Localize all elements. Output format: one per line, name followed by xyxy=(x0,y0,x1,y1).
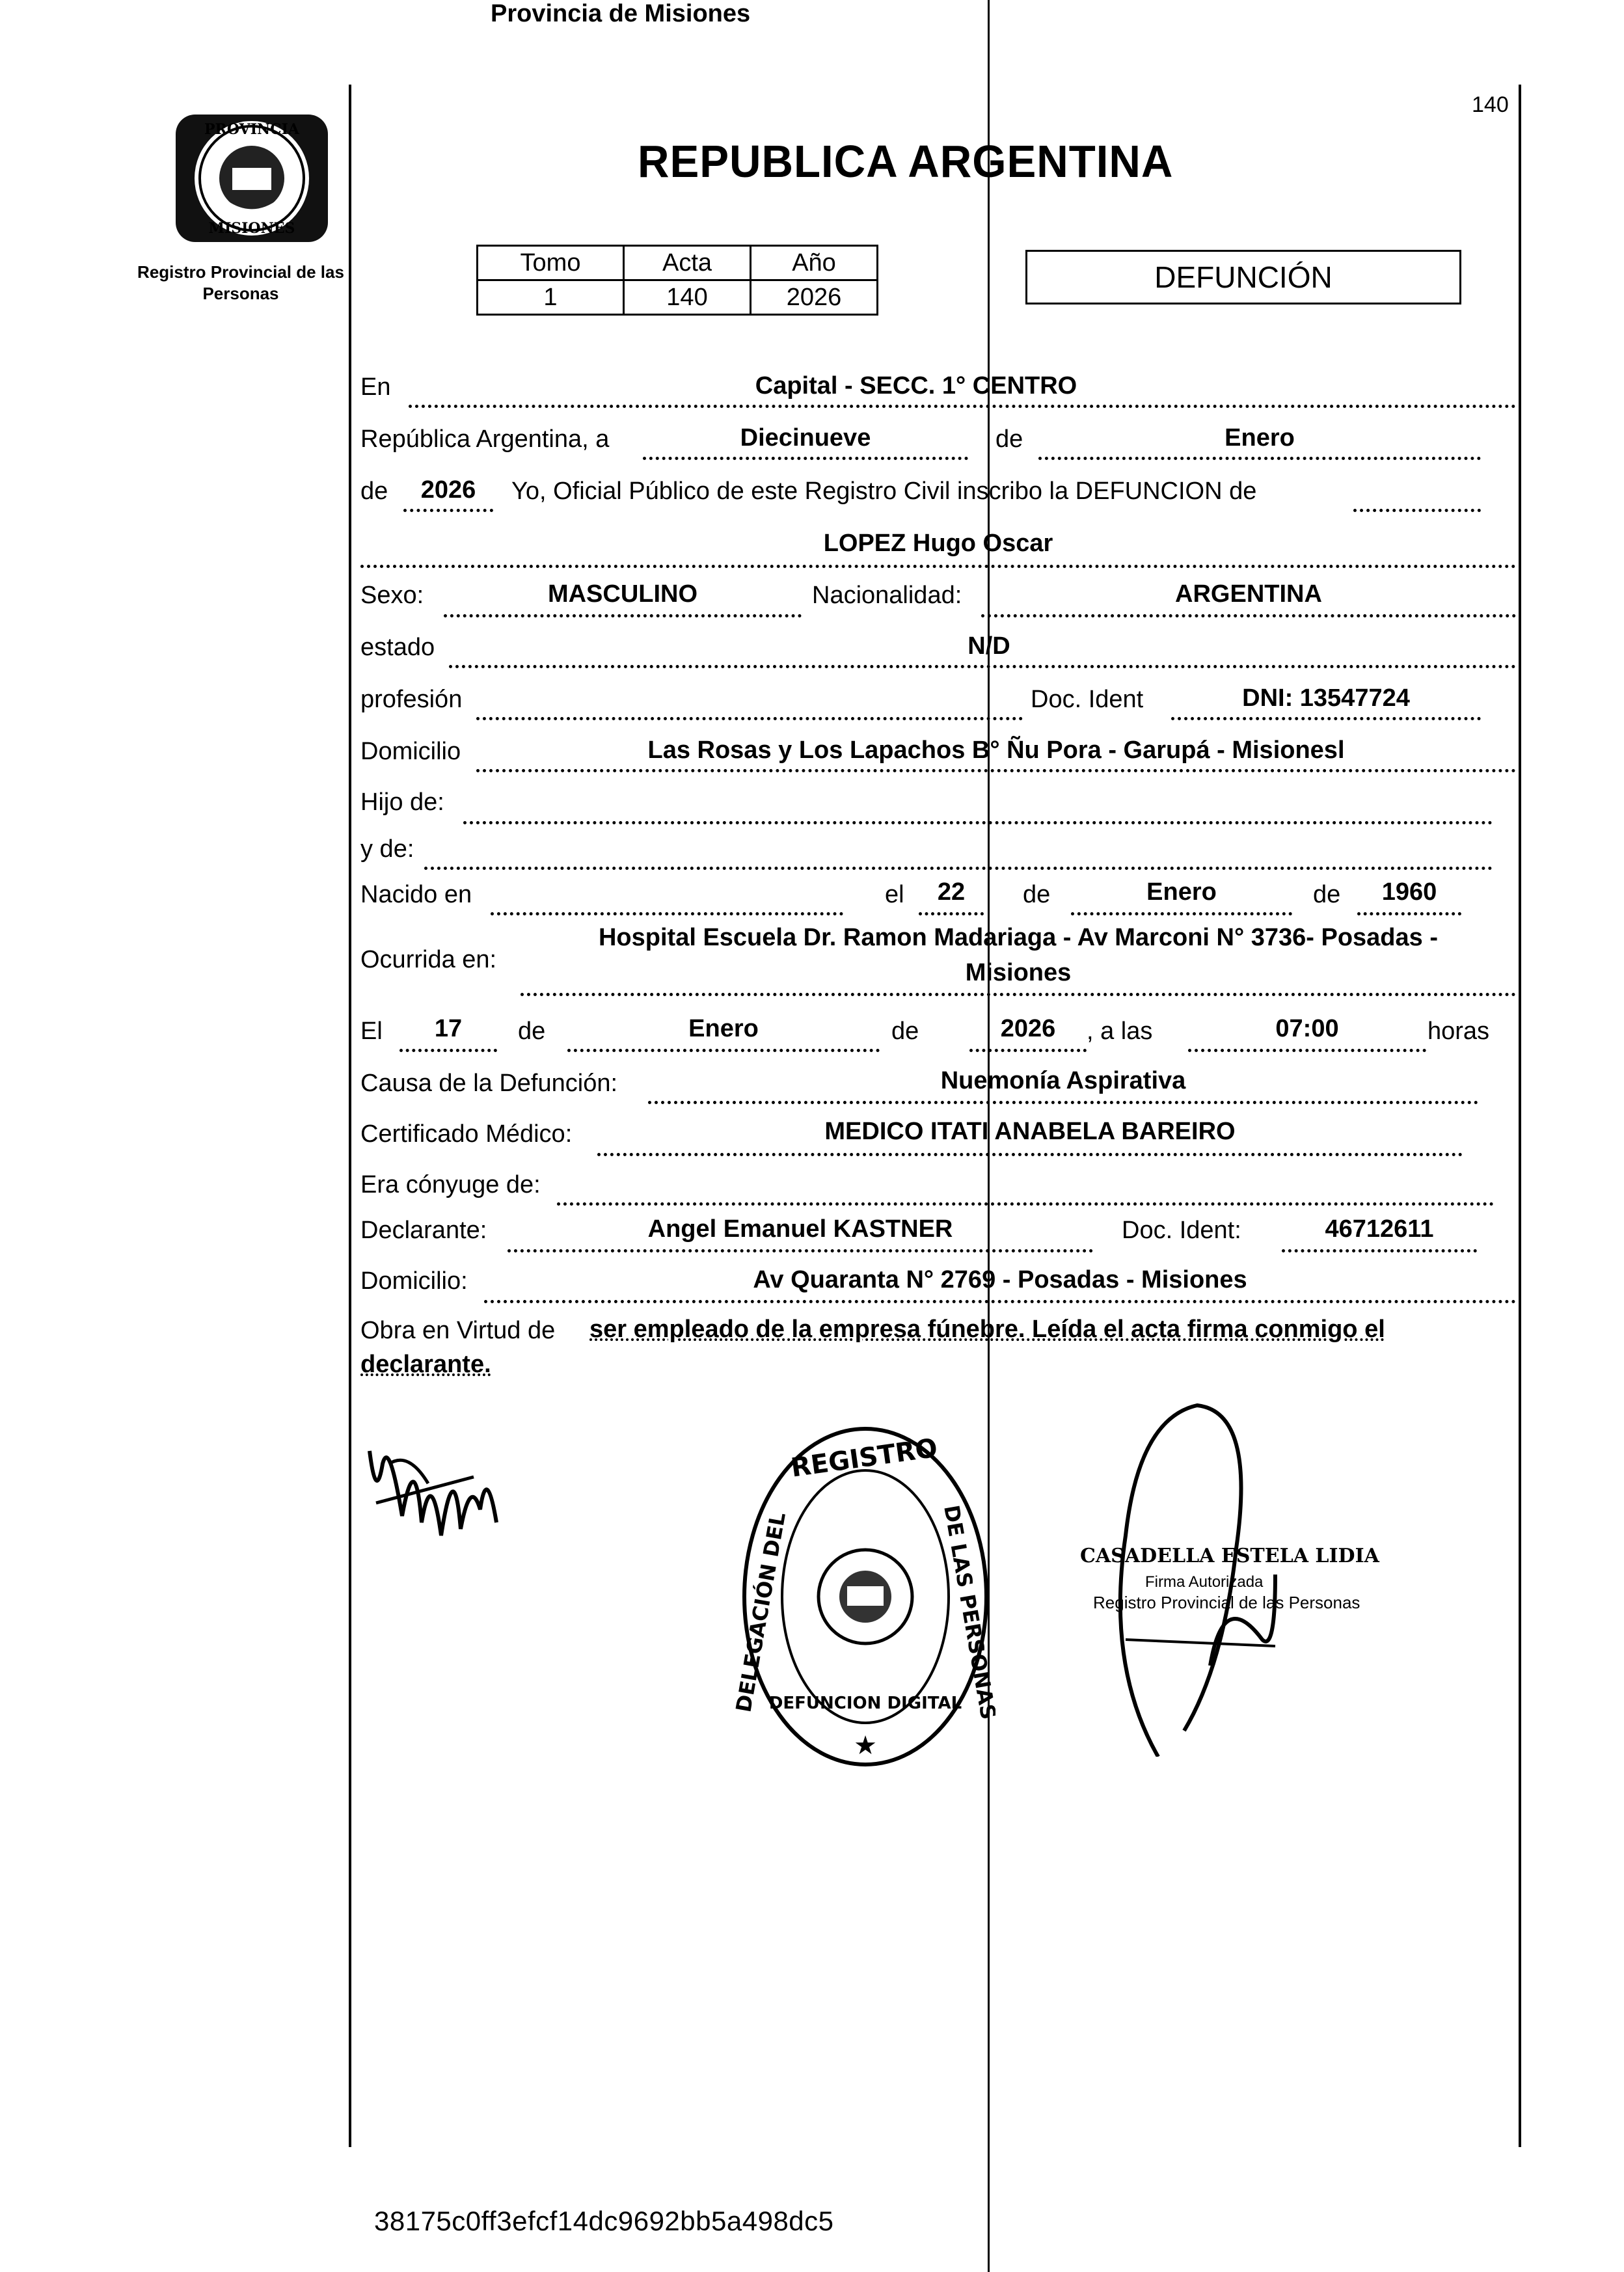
label-de5: de xyxy=(891,1018,919,1045)
dotted-line xyxy=(643,457,968,460)
stamp-text-right: DE LAS PERSONAS xyxy=(939,1503,995,1722)
value-nombre: LOPEZ Hugo Oscar xyxy=(823,530,1053,557)
label-de3: de xyxy=(1313,881,1341,908)
dotted-line xyxy=(399,1049,497,1052)
label-nacionalidad: Nacionalidad: xyxy=(812,582,962,609)
dotted-line xyxy=(449,665,1516,668)
label-ocurrida-en: Ocurrida en: xyxy=(360,946,497,973)
label-doc-ident2: Doc. Ident: xyxy=(1122,1217,1241,1244)
record-table xyxy=(476,245,878,316)
value-nacido-anio: 1960 xyxy=(1381,878,1437,906)
dotted-line xyxy=(1038,457,1481,460)
dotted-line xyxy=(919,912,984,915)
record-table-value-row xyxy=(478,280,878,315)
value-declarante: Angel Emanuel KASTNER xyxy=(647,1215,953,1243)
value-ocurrida-l2: Misiones xyxy=(965,959,1072,986)
tomo-value: 1 xyxy=(478,280,624,315)
dotted-line xyxy=(1171,717,1481,720)
declarant-signature xyxy=(357,1425,506,1555)
value-dia-letras: Diecinueve xyxy=(740,424,871,452)
label-declarante: Declarante: xyxy=(360,1217,487,1244)
label-hijo-de: Hijo de: xyxy=(360,789,444,816)
dotted-line xyxy=(557,1202,1494,1206)
dotted-line xyxy=(981,614,1516,617)
record-table-header-row xyxy=(478,246,878,280)
act-type-box: DEFUNCIÓN xyxy=(1025,250,1461,304)
value-def-anio: 2026 xyxy=(1000,1015,1056,1042)
tomo-header: Tomo xyxy=(478,246,624,280)
value-domicilio: Las Rosas y Los Lapachos B° Ñu Pora - Garupá - Misionesl xyxy=(647,737,1345,764)
label-de4: de xyxy=(518,1018,546,1045)
dotted-line xyxy=(648,1101,1478,1104)
dotted-line xyxy=(484,1300,1516,1303)
registry-stamp xyxy=(735,1418,995,1775)
label-horas: horas xyxy=(1428,1018,1490,1045)
value-nacido-mes: Enero xyxy=(1146,878,1217,906)
value-nacido-lugar: Provincia de Misiones xyxy=(491,0,751,27)
dotted-line xyxy=(597,1153,1463,1156)
dotted-line xyxy=(1282,1249,1477,1252)
dotted-line xyxy=(1353,509,1481,512)
label-obra: Obra en Virtud de xyxy=(360,1317,556,1344)
value-def-hora: 07:00 xyxy=(1275,1015,1339,1042)
label-domicilio: Domicilio xyxy=(360,738,461,765)
value-declarante-domicilio: Av Quaranta N° 2769 - Posadas - Misiones xyxy=(753,1266,1247,1293)
label-en: En xyxy=(360,373,391,401)
value-estado: N/D xyxy=(968,632,1010,660)
label-sexo: Sexo: xyxy=(360,582,424,609)
dotted-line xyxy=(521,993,1516,996)
document-hash: 38175c0ff3efcf14dc9692bb5a498dc5 xyxy=(374,2206,834,2236)
page-title: REPUBLICA ARGENTINA xyxy=(638,136,1174,187)
official-name: CASADELLA ESTELA LIDIA xyxy=(1080,1545,1379,1567)
anio-value: 2026 xyxy=(751,280,878,315)
value-nacido-dia: 22 xyxy=(937,878,966,906)
value-def-mes: Enero xyxy=(688,1015,759,1042)
label-intro: Yo, Oficial Público de este Registro Civil inscribo la DEFUNCION de xyxy=(511,478,1257,505)
value-obra-l1: ser empleado de la empresa fúnebre. Leída el acta firma conmigo el xyxy=(589,1316,1385,1343)
value-nacionalidad: ARGENTINA xyxy=(1175,580,1322,608)
svg-text:★: ★ xyxy=(854,1731,877,1761)
dotted-line xyxy=(463,821,1493,824)
right-margin-rule xyxy=(1519,85,1521,2147)
dotted-line xyxy=(360,565,1516,568)
label-doc-ident: Doc. Ident xyxy=(1031,686,1144,713)
value-causa: Nuemonía Aspirativa xyxy=(940,1067,1186,1094)
label-rep-arg: República Argentina, a xyxy=(360,426,610,453)
page-number: 140 xyxy=(1472,92,1509,117)
acta-header: Acta xyxy=(624,246,751,280)
value-sexo: MASCULINO xyxy=(547,580,698,608)
dotted-line xyxy=(1071,912,1292,915)
dotted-line xyxy=(424,867,1493,870)
stamp-text-left: DELEGACIÓN DEL xyxy=(735,1510,791,1714)
dotted-line xyxy=(476,717,1023,720)
dotted-line xyxy=(969,1049,1087,1052)
dotted-line xyxy=(567,1049,880,1052)
label-nacido-en: Nacido en xyxy=(360,881,472,908)
dotted-line xyxy=(409,405,1516,408)
dotted-line xyxy=(1188,1049,1426,1052)
dotted-line xyxy=(444,614,802,617)
label-profesion: profesión xyxy=(360,686,463,713)
label-certificado: Certificado Médico: xyxy=(360,1120,573,1148)
value-dni: DNI: 13547724 xyxy=(1242,684,1410,712)
dotted-line xyxy=(508,1249,1093,1252)
value-mes: Enero xyxy=(1225,424,1295,452)
anio-header: Año xyxy=(751,246,878,280)
label-el: el xyxy=(885,881,904,908)
value-certificado: MEDICO ITATI ANABELA BAREIRO xyxy=(824,1118,1236,1145)
value-lugar: Capital - SECC. 1° CENTRO xyxy=(755,372,1077,399)
value-def-dia: 17 xyxy=(434,1015,463,1042)
label-de-year: de xyxy=(360,478,388,505)
official-role: Firma Autorizada xyxy=(1145,1573,1264,1591)
value-ocurrida-l1: Hospital Escuela Dr. Ramon Madariaga - Av Marconi N° 3736- Posadas - xyxy=(598,924,1438,951)
dotted-line xyxy=(476,769,1516,772)
label-y-de: y de: xyxy=(360,835,414,863)
left-margin-rule xyxy=(349,85,351,2147)
value-declarante-doc: 46712611 xyxy=(1325,1215,1434,1243)
registry-name: Registro Provincial de las Personas xyxy=(137,262,344,303)
label-estado: estado xyxy=(360,634,435,661)
label-de: de xyxy=(995,426,1023,453)
dotted-line xyxy=(491,912,843,915)
acta-value: 140 xyxy=(624,280,751,315)
label-a-las: , a las xyxy=(1087,1018,1153,1045)
stamp-text-bottom: DEFUNCION DIGITAL xyxy=(768,1694,962,1713)
dotted-line xyxy=(403,509,493,512)
stamp-text-top: REGISTRO xyxy=(789,1433,940,1483)
label-domicilio2: Domicilio: xyxy=(360,1267,468,1295)
provincial-seal-logo xyxy=(170,103,333,254)
svg-text:MISIONES: MISIONES xyxy=(208,220,295,237)
label-causa: Causa de la Defunción: xyxy=(360,1070,618,1097)
value-anio: 2026 xyxy=(420,476,476,504)
value-obra-l2: declarante. xyxy=(360,1351,491,1378)
dotted-line xyxy=(1357,912,1461,915)
label-el2: El xyxy=(360,1018,383,1045)
label-de2: de xyxy=(1023,881,1051,908)
official-office: Registro Provincial de las Personas xyxy=(1093,1593,1360,1612)
label-conyuge: Era cónyuge de: xyxy=(360,1171,541,1198)
svg-text:PROVINCIA: PROVINCIA xyxy=(204,121,299,138)
